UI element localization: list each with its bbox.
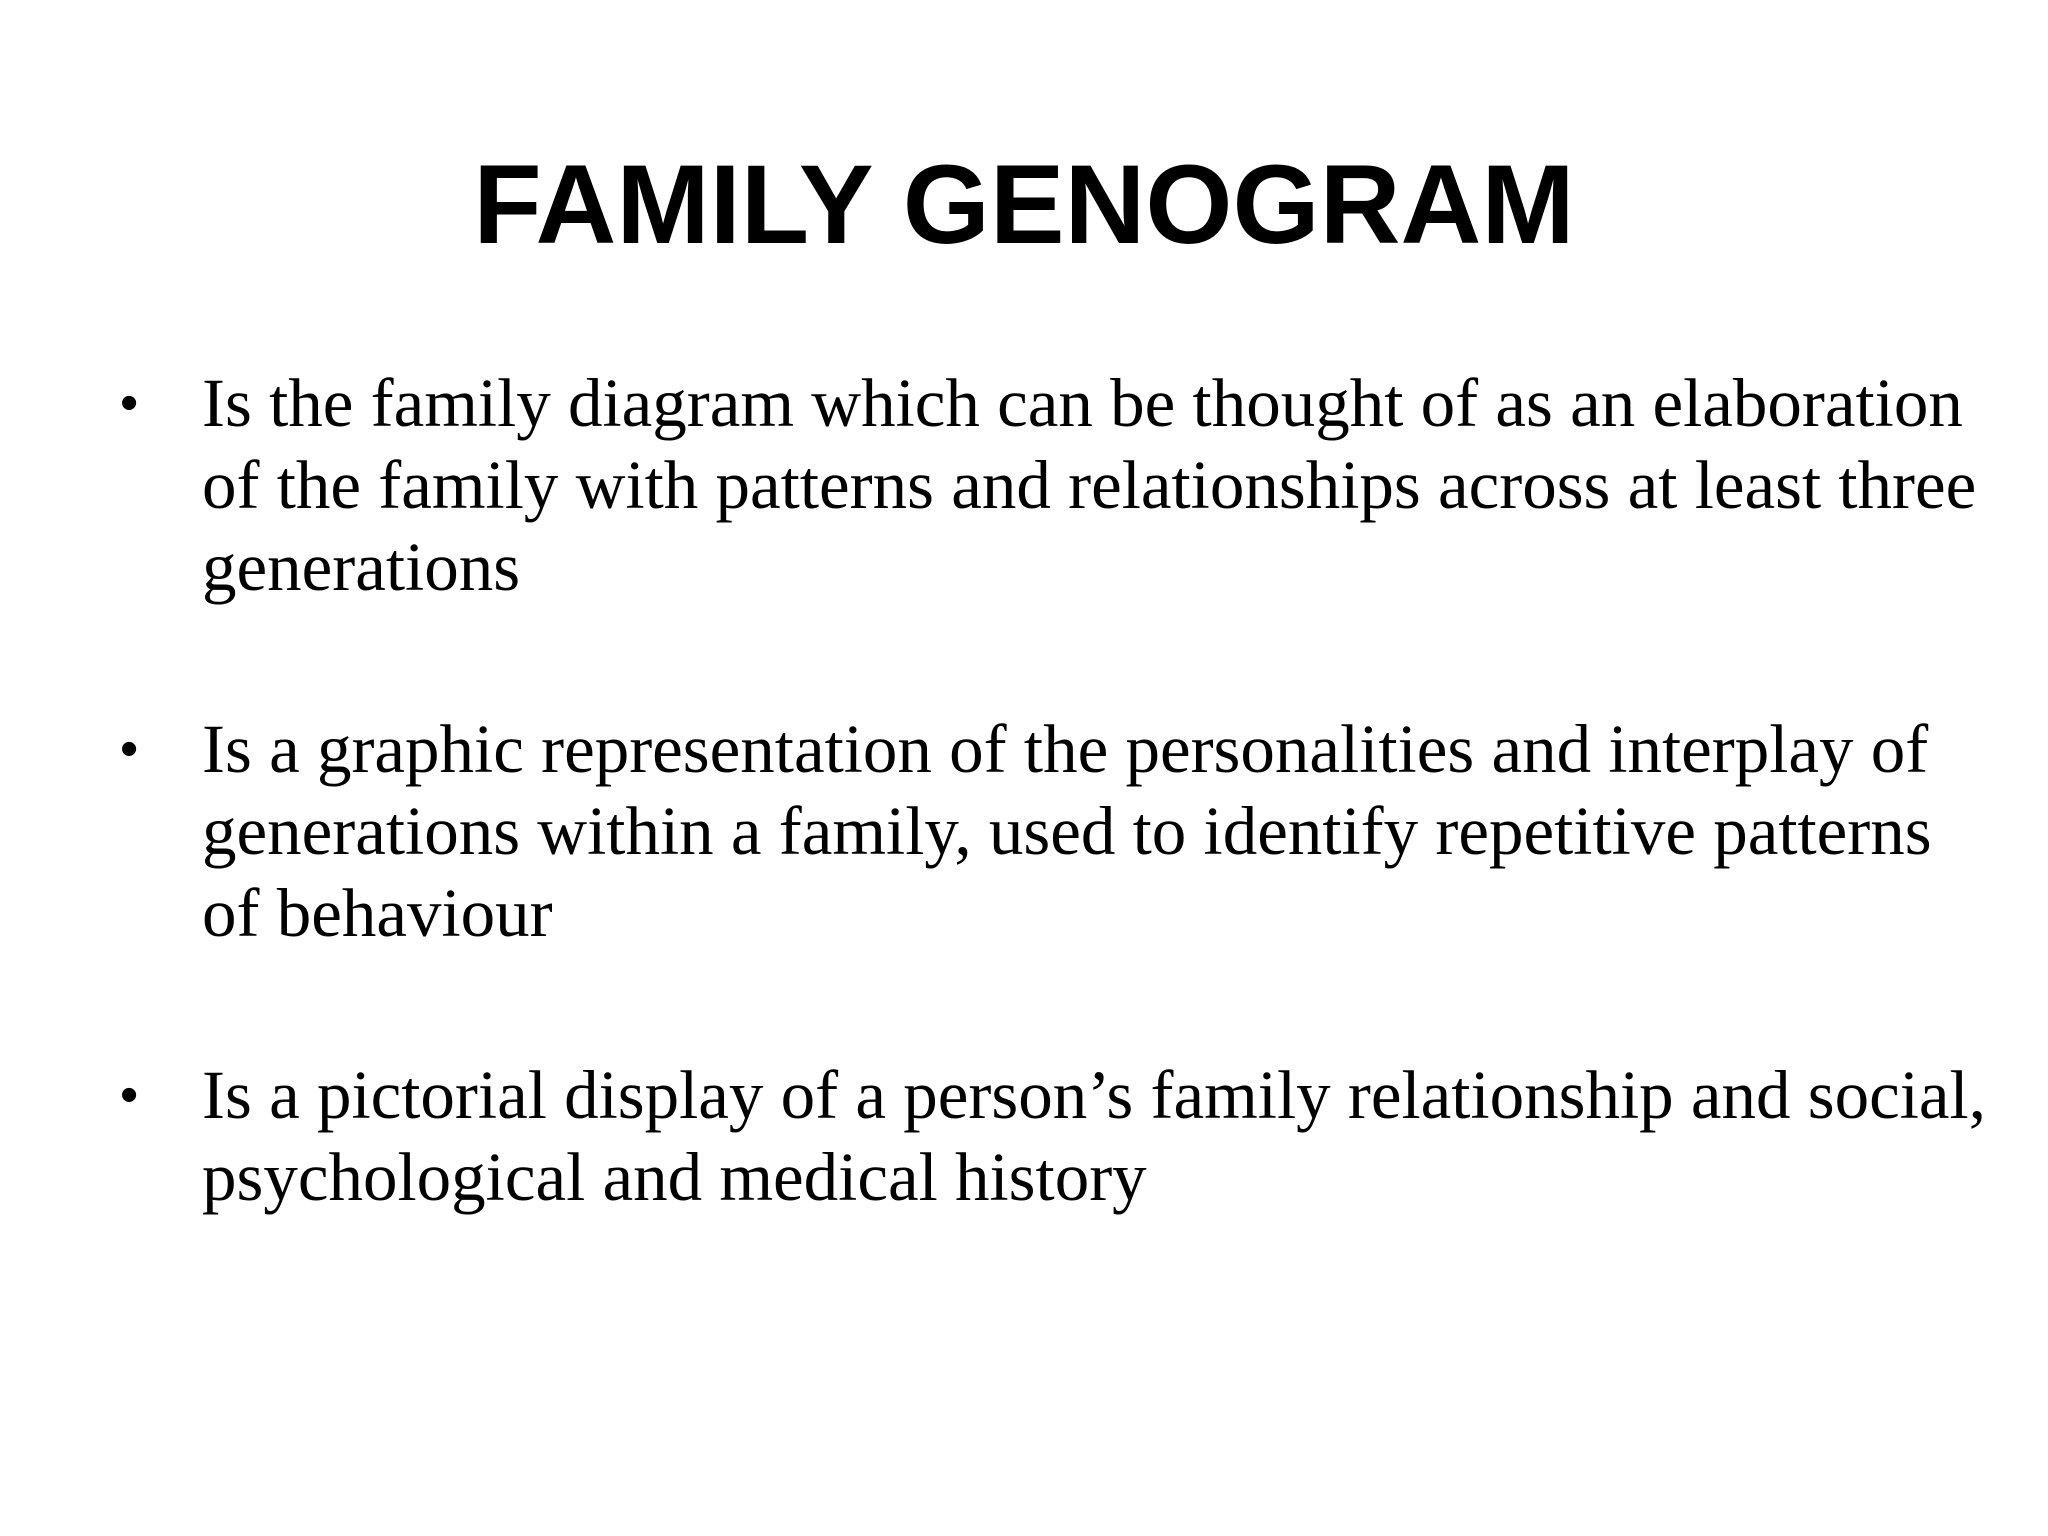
- bullet-text: Is the family diagram which can be thought of as an elaboration of the family with patterns and relationships across at least three generations: [202, 365, 1977, 605]
- bullet-item: [120, 708, 1990, 954]
- bullet-item: [120, 362, 1990, 608]
- bullet-item: [120, 1054, 1990, 1218]
- bullet-icon: •: [120, 1066, 139, 1124]
- slide-title: FAMILY GENOGRAM: [473, 142, 1575, 267]
- bullet-icon: •: [120, 720, 139, 778]
- bullet-icon: •: [120, 374, 139, 432]
- bullet-text: Is a pictorial display of a person’s family relationship and social, psychological and medical history: [202, 1057, 1986, 1215]
- bullet-text: Is a graphic representation of the personalities and interplay of generations within a family, used to identify repetitive patterns of behaviour: [202, 711, 1932, 951]
- bullet-list: [120, 362, 1990, 1218]
